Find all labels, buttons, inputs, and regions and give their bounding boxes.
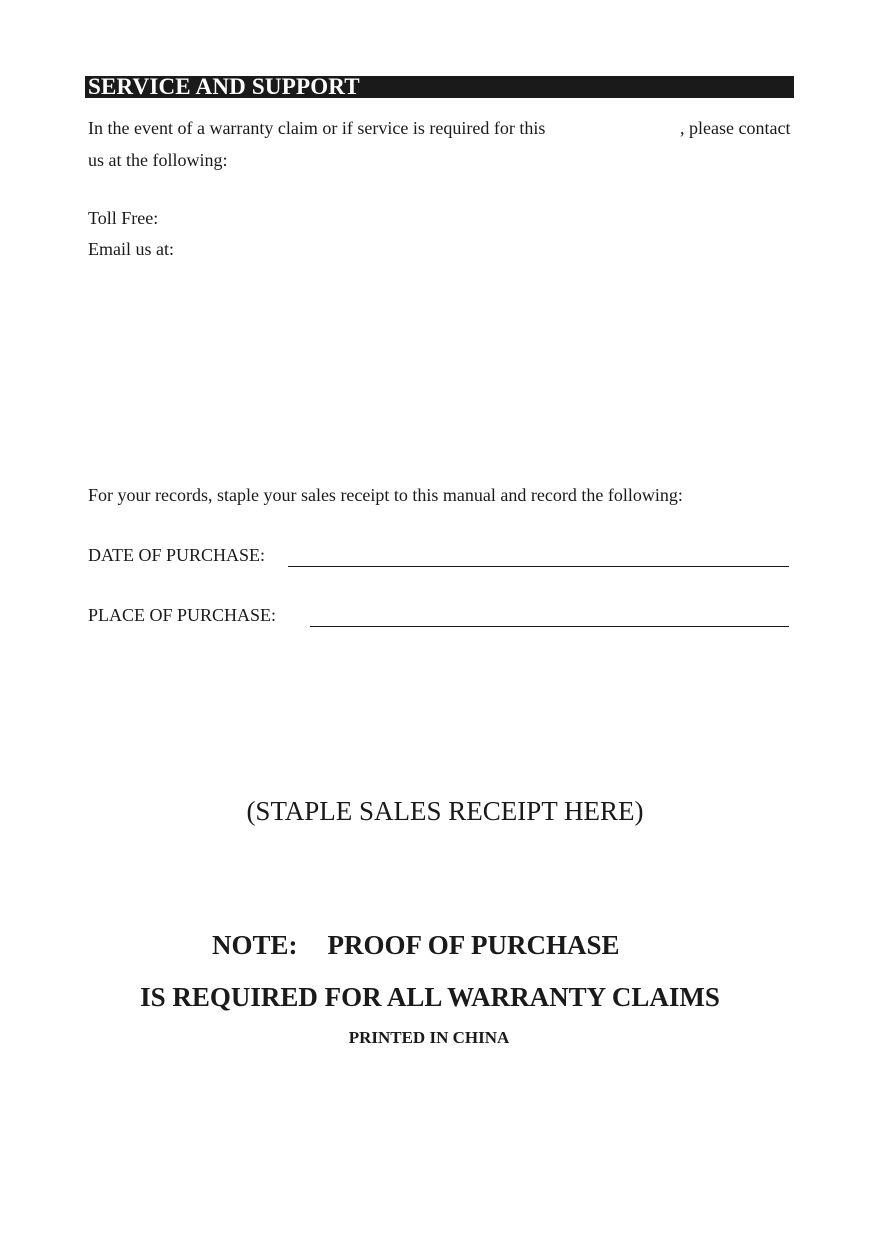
note-line1 [212, 928, 620, 962]
intro-text-line2: us at the following: [88, 150, 228, 170]
section-header-bar [85, 76, 794, 98]
section-title: SERVICE AND SUPPORT [88, 74, 360, 99]
intro-text-line1-end: , please contact [680, 118, 791, 138]
email-label: Email us at: [88, 239, 174, 259]
place-of-purchase-label: PLACE OF PURCHASE: [88, 605, 277, 625]
records-instruction: For your records, staple your sales receipt to this manual and record the following: [88, 485, 683, 505]
note-label: NOTE: [212, 930, 298, 960]
printed-in-text: PRINTED IN CHINA [348, 1028, 510, 1047]
date-of-purchase-label: DATE OF PURCHASE: [88, 545, 266, 565]
date-of-purchase-field[interactable] [288, 566, 789, 567]
note-line2: IS REQUIRED FOR ALL WARRANTY CLAIMS [140, 982, 720, 1012]
proof-of-purchase-text: PROOF OF PURCHASE [327, 930, 620, 960]
intro-text-line1: In the event of a warranty claim or if service is required for this [88, 118, 546, 138]
place-of-purchase-field[interactable] [310, 626, 789, 627]
staple-receipt-text: (STAPLE SALES RECEIPT HERE) [246, 796, 644, 826]
toll-free-label: Toll Free: [88, 208, 159, 228]
